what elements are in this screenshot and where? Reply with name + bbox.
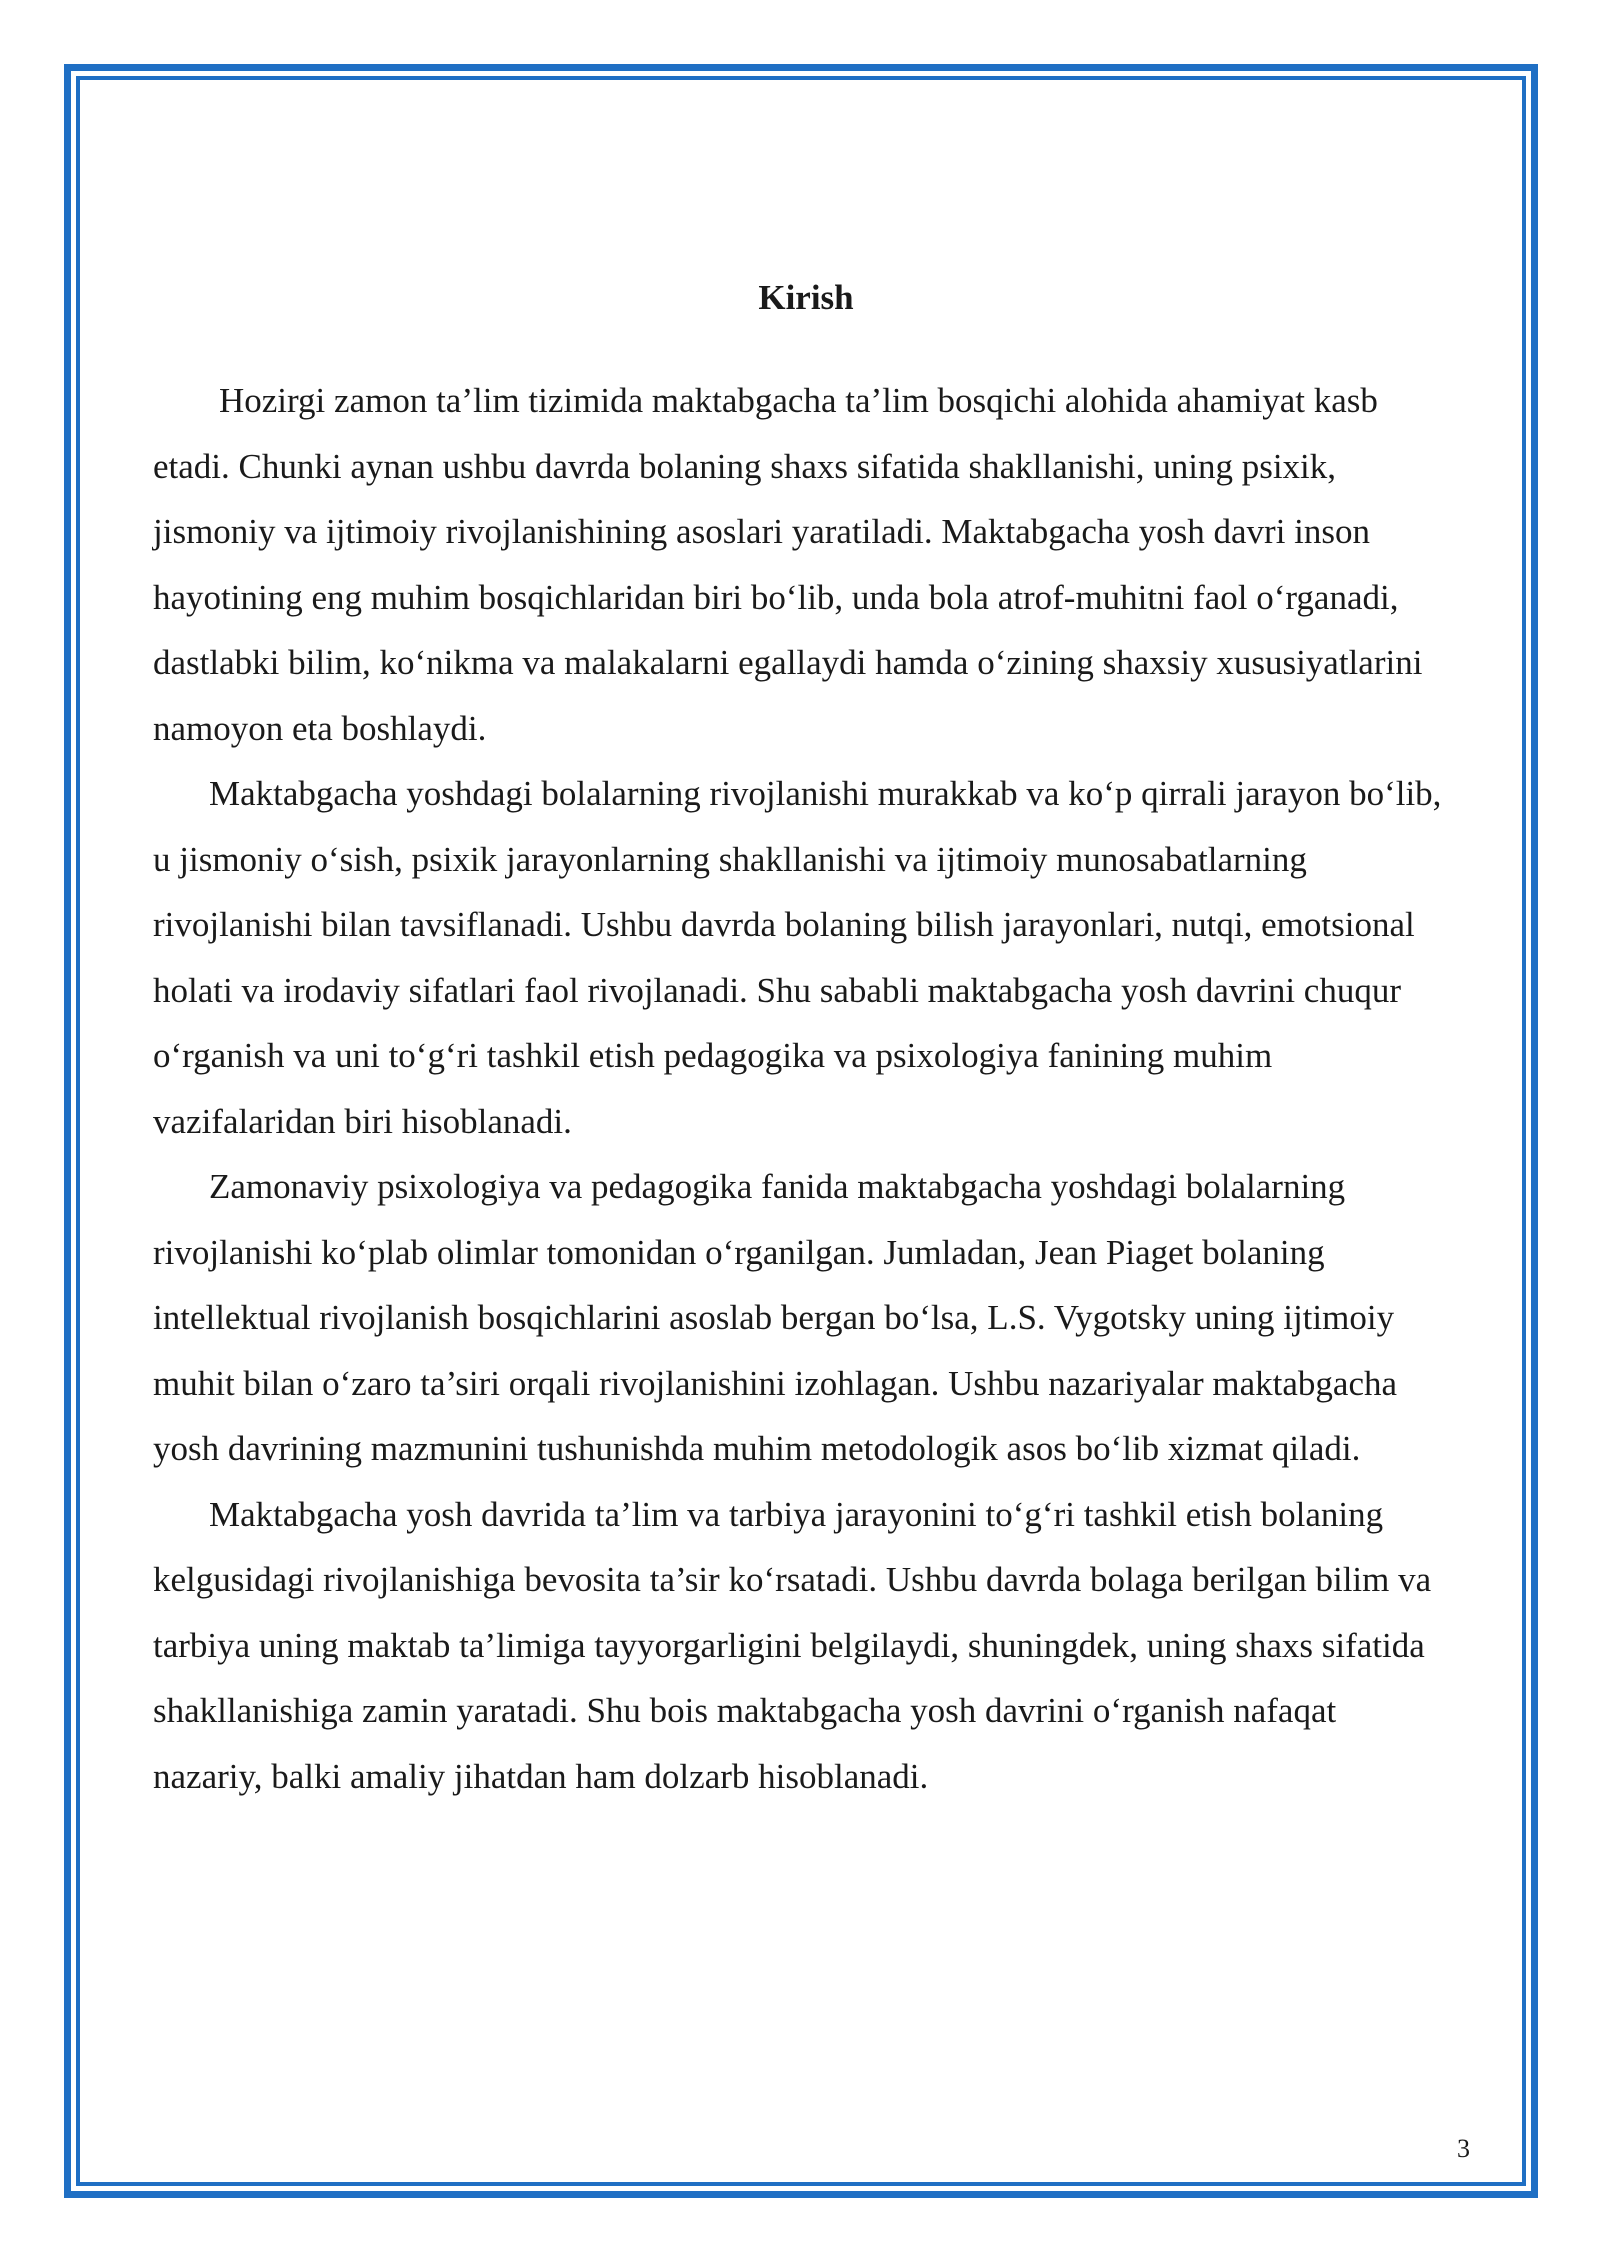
paragraph-3: Zamonaviy psixologiya va pedagogika fanida maktabgacha yoshdagi bolalarning rivojlanishi ko‘plab olimlar tomonidan o‘rganilgan. Jumladan, Jean Piaget bolaning intellektual rivojlanish bosqichlarini asoslab bergan bo‘lsa, L.S. Vygotsky uning ijtimoiy muhit bilan o‘zaro ta’siri orqali rivojlanishini izohlagan. Ushbu nazariyalar maktabgacha yosh davrining mazmunini tushunishda muhim metodologik asos bo‘lib xizmat qiladi. [153,1167,1398,1468]
section-title: Kirish [758,278,854,317]
page-content [153,268,1453,1809]
page-number: 3 [1457,2134,1470,2163]
paragraph-2: Maktabgacha yoshdagi bolalarning rivojlanishi murakkab va ko‘p qirrali jarayon bo‘lib, u jismoniy o‘sish, psixik jarayonlarning shakllanishi va ijtimoiy munosabatlarning rivojlanishi bilan tavsiflanadi. Ushbu davrda bolaning bilish jarayonlari, nutqi, emotsional holati va irodaviy sifatlari faol rivojlanadi. Shu sababli maktabgacha yosh davrini chuqur o‘rganish va uni to‘g‘ri tashkil etish pedagogika va psixologiya fanining muhim vazifalaridan biri hisoblanadi. [153,774,1442,1141]
paragraph-4: Maktabgacha yosh davrida ta’lim va tarbiya jarayonini to‘g‘ri tashkil etish bolaning kelgusidagi rivojlanishiga bevosita ta’sir ko‘rsatadi. Ushbu davrda bolaga berilgan bilim va tarbiya uning maktab ta’limiga tayyorgarligini belgilaydi, shuningdek, uning shaxs sifatida shakllanishiga zamin yaratadi. Shu bois maktabgacha yosh davrini o‘rganish nafaqat nazariy, balki amaliy jihatdan ham dolzarb hisoblanadi. [153,1494,1432,1796]
paragraph-1: Hozirgi zamon ta’lim tizimida maktabgacha ta’lim bosqichi alohida ahamiyat kasb etadi. Chunki aynan ushbu davrda bolaning shaxs sifatida shakllanishi, uning psixik, jismoniy va ijtimoiy rivojlanishining asoslari yaratiladi. Maktabgacha yosh davri inson hayotining eng muhim bosqichlaridan biri bo‘lib, unda bola atrof-muhitni faol o‘rganadi, dastlabki bilim, ko‘nikma va malakalarni egallaydi hamda o‘zining shaxsiy xususiyatlarini namoyon eta boshlaydi. [153,381,1423,748]
